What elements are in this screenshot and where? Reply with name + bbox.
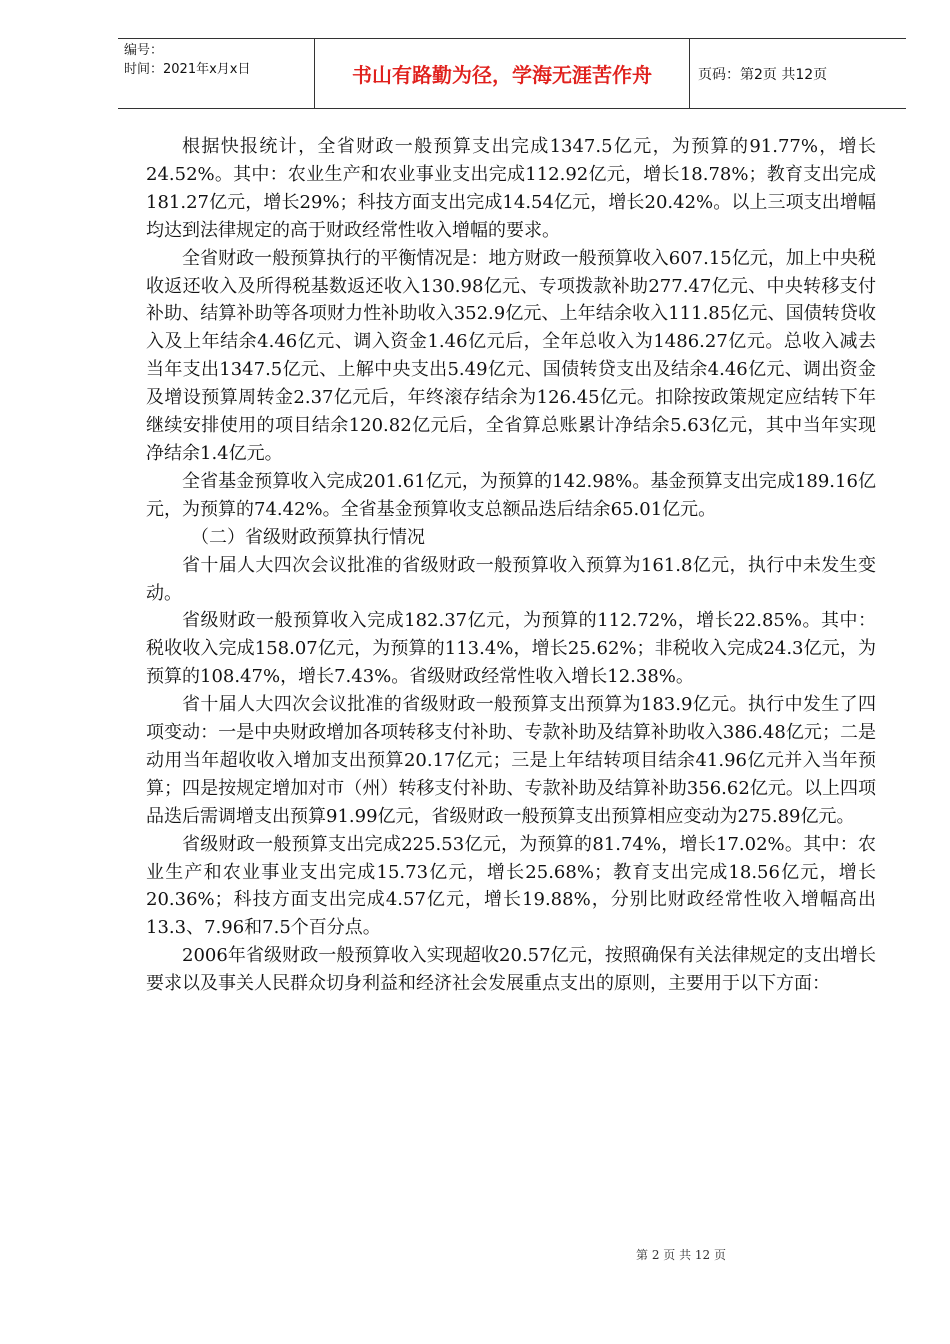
header-meta <box>118 39 315 108</box>
paragraph-2: 全省财政一般预算执行的平衡情况是：地方财政一般预算收入607.15亿元，加上中央税收返还收入及所得税基数返还收入130.98亿元、专项拨款补助277.47亿元、中央转移支付补助、结算补助等各项财力性补助收入352.9亿元、上年结余收入111.85亿元、国债转贷收入及上年结余4.46亿元、调入资金1.46亿元后，全年总收入为1486.27亿元。总收入减去当年支出1347.5亿元、上解中央支出5.49亿元、国债转贷支出及结余4.46亿元、调出资金及增设预算周转金2.37亿元后，年终滚存结余为126.45亿元。扣除按政策规定应结转下年继续安排使用的项目结余120.82亿元后，全省算总账累计净结余5.63亿元，其中当年实现净结余1.4亿元。 <box>146 247 876 464</box>
paragraph-7: 省级财政一般预算支出完成225.53亿元，为预算的81.74%，增长17.02%。其中：农业生产和农业事业支出完成15.73亿元，增长25.68%；教育支出完成18.56亿元，增长20.36%；科技方面支出完成4.57亿元，增长19.88%，分别比财政经常性收入增幅高出13.3、7.96和7.5个百分点。 <box>146 833 876 939</box>
paragraph-8: 2006年省级财政一般预算收入实现超收20.57亿元，按照确保有关法律规定的支出增长要求以及事关人民群众切身利益和经济社会发展重点支出的原则，主要用于以下方面： <box>146 945 876 995</box>
paragraph-4: 省十届人大四次会议批准的省级财政一般预算收入预算为161.8亿元，执行中未发生变动。 <box>146 554 876 604</box>
header-motto: 书山有路勤为径，学海无涯苦作舟 <box>315 39 690 108</box>
time-label: 时间：2021年x月x日 <box>124 62 251 77</box>
number-label: 编号： <box>124 43 164 58</box>
paragraph-3: 全省基金预算收入完成201.61亿元，为预算的142.98%。基金预算支出完成189.16亿元，为预算的74.42%。全省基金预算收支总额品迭后结余65.01亿元。 <box>146 470 876 520</box>
document-header <box>118 38 906 109</box>
paragraph-1: 根据快报统计，全省财政一般预算支出完成1347.5亿元，为预算的91.77%，增长24.52%。其中：农业生产和农业事业支出完成112.92亿元，增长18.78%；教育支出完成181.27亿元，增长29%；科技方面支出完成14.54亿元，增长20.42%。以上三项支出增幅均达到法律规定的高于财政经常性收入增幅的要求。 <box>146 136 876 241</box>
section-heading: （二）省级财政预算执行情况 <box>191 526 425 548</box>
paragraph-5: 省级财政一般预算收入完成182.37亿元，为预算的112.72%，增长22.85%。其中：税收收入完成158.07亿元，为预算的113.4%，增长25.62%；非税收入完成24.3亿元，为预算的108.47%，增长7.43%。省级财政经常性收入增长12.38%。 <box>146 610 876 688</box>
header-page-label: 页码：第2页 共12页 <box>698 66 828 83</box>
document-body <box>146 133 876 998</box>
page-footer: 第 2 页 共 12 页 <box>636 1248 726 1262</box>
paragraph-6: 省十届人大四次会议批准的省级财政一般预算支出预算为183.9亿元。执行中发生了四项变动：一是中央财政增加各项转移支付补助、专款补助及结算补助收入386.48亿元；二是动用当年超收收入增加支出预算20.17亿元；三是上年结转项目结余41.96亿元并入当年预算；四是按规定增加对市（州）转移支付补助、专款补助及结算补助356.62亿元。以上四项品迭后需调增支出预算91.99亿元，省级财政一般预算支出预算相应变动为275.89亿元。 <box>146 694 876 827</box>
